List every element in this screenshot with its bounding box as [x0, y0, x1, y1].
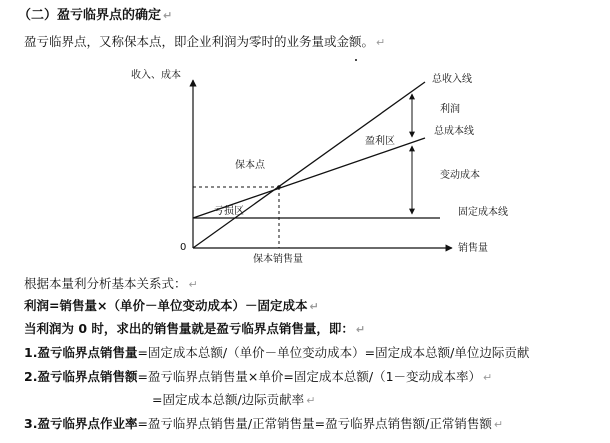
relation-intro-text: 根据本量利分析基本关系式：	[24, 276, 187, 291]
total-cost-label: 总成本线	[434, 126, 474, 137]
formula-item-1	[24, 345, 529, 361]
item3-rest: =盈亏临界点销售量/正常销售量=盈亏临界点销售额/正常销售额	[137, 416, 492, 431]
profit-label: 利润	[440, 104, 460, 115]
breakeven-label: 保本点	[235, 160, 265, 171]
paragraph-mark-icon: ↵	[309, 300, 319, 313]
paragraph-mark-icon: ↵	[188, 278, 198, 291]
formula-profit-text: 利润=销售量×（单价－单位变动成本）－固定成本	[24, 298, 308, 313]
zero-profit-statement	[24, 321, 365, 338]
relation-intro	[24, 276, 198, 293]
y-axis-label: 收入、成本	[131, 70, 181, 81]
stray-dot	[355, 59, 357, 61]
origin-label: 0	[180, 242, 187, 253]
formula-item-2	[24, 369, 492, 386]
item1-label: 1.盈亏临界点销售量	[24, 345, 138, 360]
paragraph-mark-icon: ↵	[493, 418, 504, 431]
zero-profit-text: 当利润为 0 时，求出的销售量就是盈亏临界点销售量，即：	[24, 321, 354, 336]
heading-text: （二）盈亏临界点的确定	[18, 8, 162, 23]
formula-item-3	[24, 416, 503, 433]
item2-label: 2.盈亏临界点销售额	[24, 369, 138, 384]
item1-rest: =固定成本总额/（单价－单位变动成本）=固定成本总额/单位边际贡献	[137, 345, 530, 360]
breakeven-point	[277, 185, 281, 189]
item3-label: 3.盈亏临界点作业率	[24, 416, 138, 431]
intro-text: 盈亏临界点，又称保本点，即企业利润为零时的业务量或金额。	[24, 34, 375, 49]
paragraph-mark-icon: ↵	[376, 36, 386, 49]
breakeven-x-label: 保本销售量	[253, 254, 303, 265]
variable-cost-label: 变动成本	[440, 170, 480, 181]
fixed-cost-label: 固定成本线	[458, 207, 508, 218]
item2-cont: =固定成本总额/边际贡献率	[152, 392, 305, 407]
formula-item-2-continued	[152, 392, 315, 409]
item2-rest: =盈亏临界点销售量×单价=固定成本总额/（1－变动成本率）	[137, 369, 482, 384]
paragraph-mark-icon: ↵	[355, 323, 366, 336]
profit-area-label: 盈利区	[365, 136, 395, 147]
formula-profit	[24, 298, 319, 315]
total-revenue-label: 总收入线	[432, 74, 472, 85]
paragraph-mark-icon: ↵	[306, 394, 316, 407]
paragraph-mark-icon: ↵	[483, 371, 493, 384]
loss-area-label: 亏损区	[214, 206, 244, 217]
total-revenue-line	[193, 82, 425, 248]
x-axis-label: 销售量	[458, 243, 488, 254]
paragraph-mark-icon: ↵	[163, 9, 173, 22]
